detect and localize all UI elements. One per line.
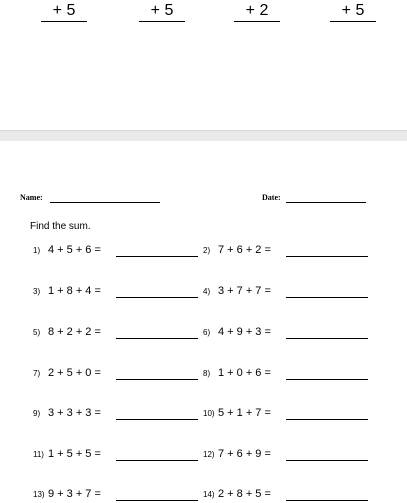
date-line: [286, 202, 366, 203]
problem-number: 13): [33, 490, 45, 499]
problem-item: [203, 487, 373, 503]
problem-expression: 3 + 7 + 7 =: [218, 285, 271, 297]
top-problem: + 5: [139, 2, 185, 22]
problem-item: [33, 325, 203, 341]
problem-number: 1): [33, 246, 41, 255]
problem-item: [33, 487, 203, 503]
problem-item: [33, 284, 203, 300]
problem-item: [203, 243, 373, 259]
problem-expression: 5 + 1 + 7 =: [218, 407, 271, 419]
answer-line[interactable]: [286, 460, 368, 461]
answer-line[interactable]: [286, 297, 368, 298]
problem-number: 6): [203, 328, 211, 337]
problem-number: 3): [33, 287, 41, 296]
problem-number: 4): [203, 287, 211, 296]
problem-expression: 4 + 5 + 6 =: [48, 244, 101, 256]
problem-expression: 7 + 6 + 9 =: [218, 448, 271, 460]
problem-item: [33, 366, 203, 382]
answer-line[interactable]: [286, 500, 368, 501]
top-problem: + 5: [41, 2, 87, 22]
problem-number: 14): [203, 490, 215, 499]
problem-number: 2): [203, 246, 211, 255]
problem-expression: 4 + 9 + 3 =: [218, 326, 271, 338]
problem-item: [33, 243, 203, 259]
answer-line[interactable]: [116, 338, 198, 339]
answer-line[interactable]: [286, 379, 368, 380]
problem-expression: 2 + 5 + 0 =: [48, 367, 101, 379]
problem-number: 12): [203, 450, 215, 459]
problem-item: [203, 406, 373, 422]
answer-line[interactable]: [286, 338, 368, 339]
problem-item: [203, 325, 373, 341]
problem-number: 9): [33, 409, 41, 418]
problem-item: [203, 366, 373, 382]
answer-line[interactable]: [116, 419, 198, 420]
worksheet-page: [0, 141, 407, 500]
top-problem: + 2: [234, 2, 280, 22]
answer-line[interactable]: [116, 460, 198, 461]
problem-expression: 1 + 8 + 4 =: [48, 285, 101, 297]
problem-expression: 8 + 2 + 2 =: [48, 326, 101, 338]
problem-expression: 9 + 3 + 7 =: [48, 488, 101, 500]
problem-number: 5): [33, 328, 41, 337]
answer-line[interactable]: [286, 419, 368, 420]
name-line: [50, 202, 160, 203]
problem-number: 8): [203, 369, 211, 378]
answer-line[interactable]: [286, 256, 368, 257]
answer-line[interactable]: [116, 256, 198, 257]
problem-expression: 7 + 6 + 2 =: [218, 244, 271, 256]
answer-line[interactable]: [116, 297, 198, 298]
problem-expression: 2 + 8 + 5 =: [218, 488, 271, 500]
problem-number: 11): [33, 450, 44, 459]
problem-expression: 3 + 3 + 3 =: [48, 407, 101, 419]
problem-item: [33, 447, 203, 463]
problem-number: 7): [33, 369, 41, 378]
problem-number: 10): [203, 409, 215, 418]
name-label: Name:: [20, 193, 43, 202]
problem-expression: 1 + 5 + 5 =: [48, 448, 101, 460]
instructions: Find the sum.: [30, 221, 91, 232]
problem-item: [33, 406, 203, 422]
date-label: Date:: [262, 193, 281, 202]
answer-line[interactable]: [116, 379, 198, 380]
previous-page: [0, 0, 407, 130]
problem-expression: 1 + 0 + 6 =: [218, 367, 271, 379]
answer-line[interactable]: [116, 500, 198, 501]
problem-item: [203, 284, 373, 300]
top-problem: + 5: [330, 2, 376, 22]
problem-item: [203, 447, 373, 463]
